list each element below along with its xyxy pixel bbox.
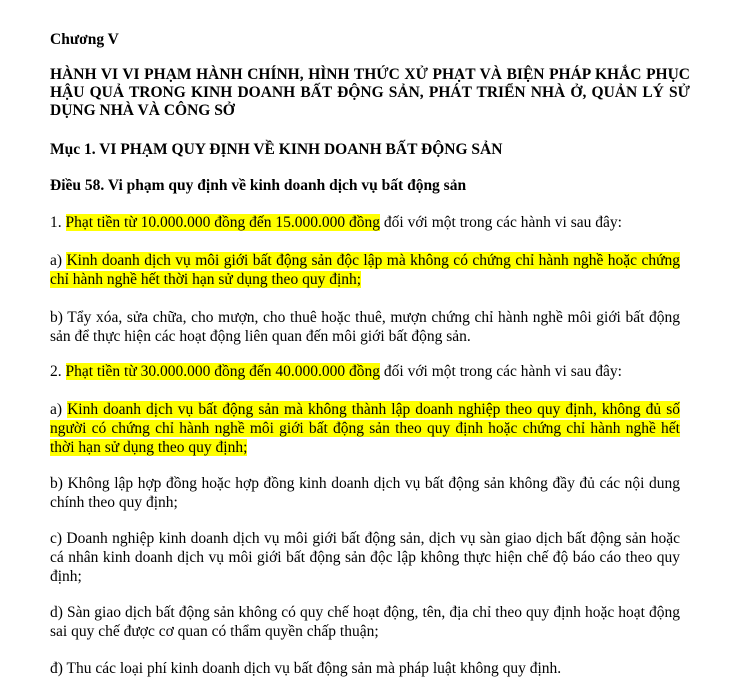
clause-1-point-a-label: a) [50,252,67,269]
clause-1-point-b: b) Tẩy xóa, sửa chữa, cho mượn, cho thuê hoặc thuê, mượn chứng chỉ hành nghề môi giới bất động sản để thực hiện các hoạt động liên quan đến môi giới bất động sản. [50,309,680,345]
chapter-title: HÀNH VI VI PHẠM HÀNH CHÍNH, HÌNH THỨC XỬ PHẠT VÀ BIỆN PHÁP KHẮC PHỤC HẬU QUẢ TRONG KINH DOANH BẤT ĐỘNG SẢN, PHÁT TRIỂN NHÀ Ở, QUẢN LÝ SỬ DỤNG NHÀ VÀ CÔNG SỞ [50,66,690,119]
clause-2-number: 2. [50,363,66,380]
clause-2-point-c: c) Doanh nghiệp kinh doanh dịch vụ môi giới bất động sản, dịch vụ sàn giao dịch bất động sản hoặc cá nhân kinh doanh dịch vụ môi giới bất động sản độc lập không thực hiện chế độ báo cáo theo quy định; [50,530,680,585]
clause-2-point-a [50,400,680,457]
clause-1 [50,213,680,232]
clause-1-fine-highlight: Phạt tiền từ 10.000.000 đồng đến 15.000.000 đồng [65,214,381,231]
clause-1-number: 1. [50,214,66,231]
clause-2-fine-highlight: Phạt tiền từ 30.000.000 đồng đến 40.000.000 đồng [65,363,381,380]
clause-2-point-b: b) Không lập hợp đồng hoặc hợp đồng kinh doanh dịch vụ bất động sản không đầy đủ các nội dung chính theo quy định; [50,475,680,511]
clause-2-point-a-label: a) [50,401,68,418]
clause-2-suffix: đối với một trong các hành vi sau đây: [380,363,622,380]
section-title: Mục 1. VI PHẠM QUY ĐỊNH VỀ KINH DOANH BẤT ĐỘNG SẢN [50,141,503,158]
clause-1-point-a [50,251,680,289]
clause-2 [50,362,680,381]
chapter-heading: Chương V [50,31,119,48]
article-title: Điều 58. Vi phạm quy định về kinh doanh dịch vụ bất động sản [50,177,467,194]
clause-1-point-a-highlight: Kinh doanh dịch vụ môi giới bất động sản độc lập mà không có chứng chỉ hành nghề hoặc chứng chỉ hành nghề hết thời hạn sử dụng theo quy định; [50,252,680,288]
clause-1-suffix: đối với một trong các hành vi sau đây: [380,214,622,231]
clause-2-point-dd: đ) Thu các loại phí kinh doanh dịch vụ bất động sản mà pháp luật không quy định. [50,660,562,677]
clause-2-point-a-highlight: Kinh doanh dịch vụ bất động sản mà không thành lập doanh nghiệp theo quy định, không đủ số người có chứng chỉ hành nghề môi giới bất động sản theo quy định hoặc chứng chỉ hành nghề hết thời hạn sử dụng theo quy định; [50,401,681,456]
clause-2-point-d: d) Sàn giao dịch bất động sản không có quy chế hoạt động, tên, địa chỉ theo quy định hoặc hoạt động sai quy chế được cơ quan có thẩm quyền chấp thuận; [50,604,680,640]
